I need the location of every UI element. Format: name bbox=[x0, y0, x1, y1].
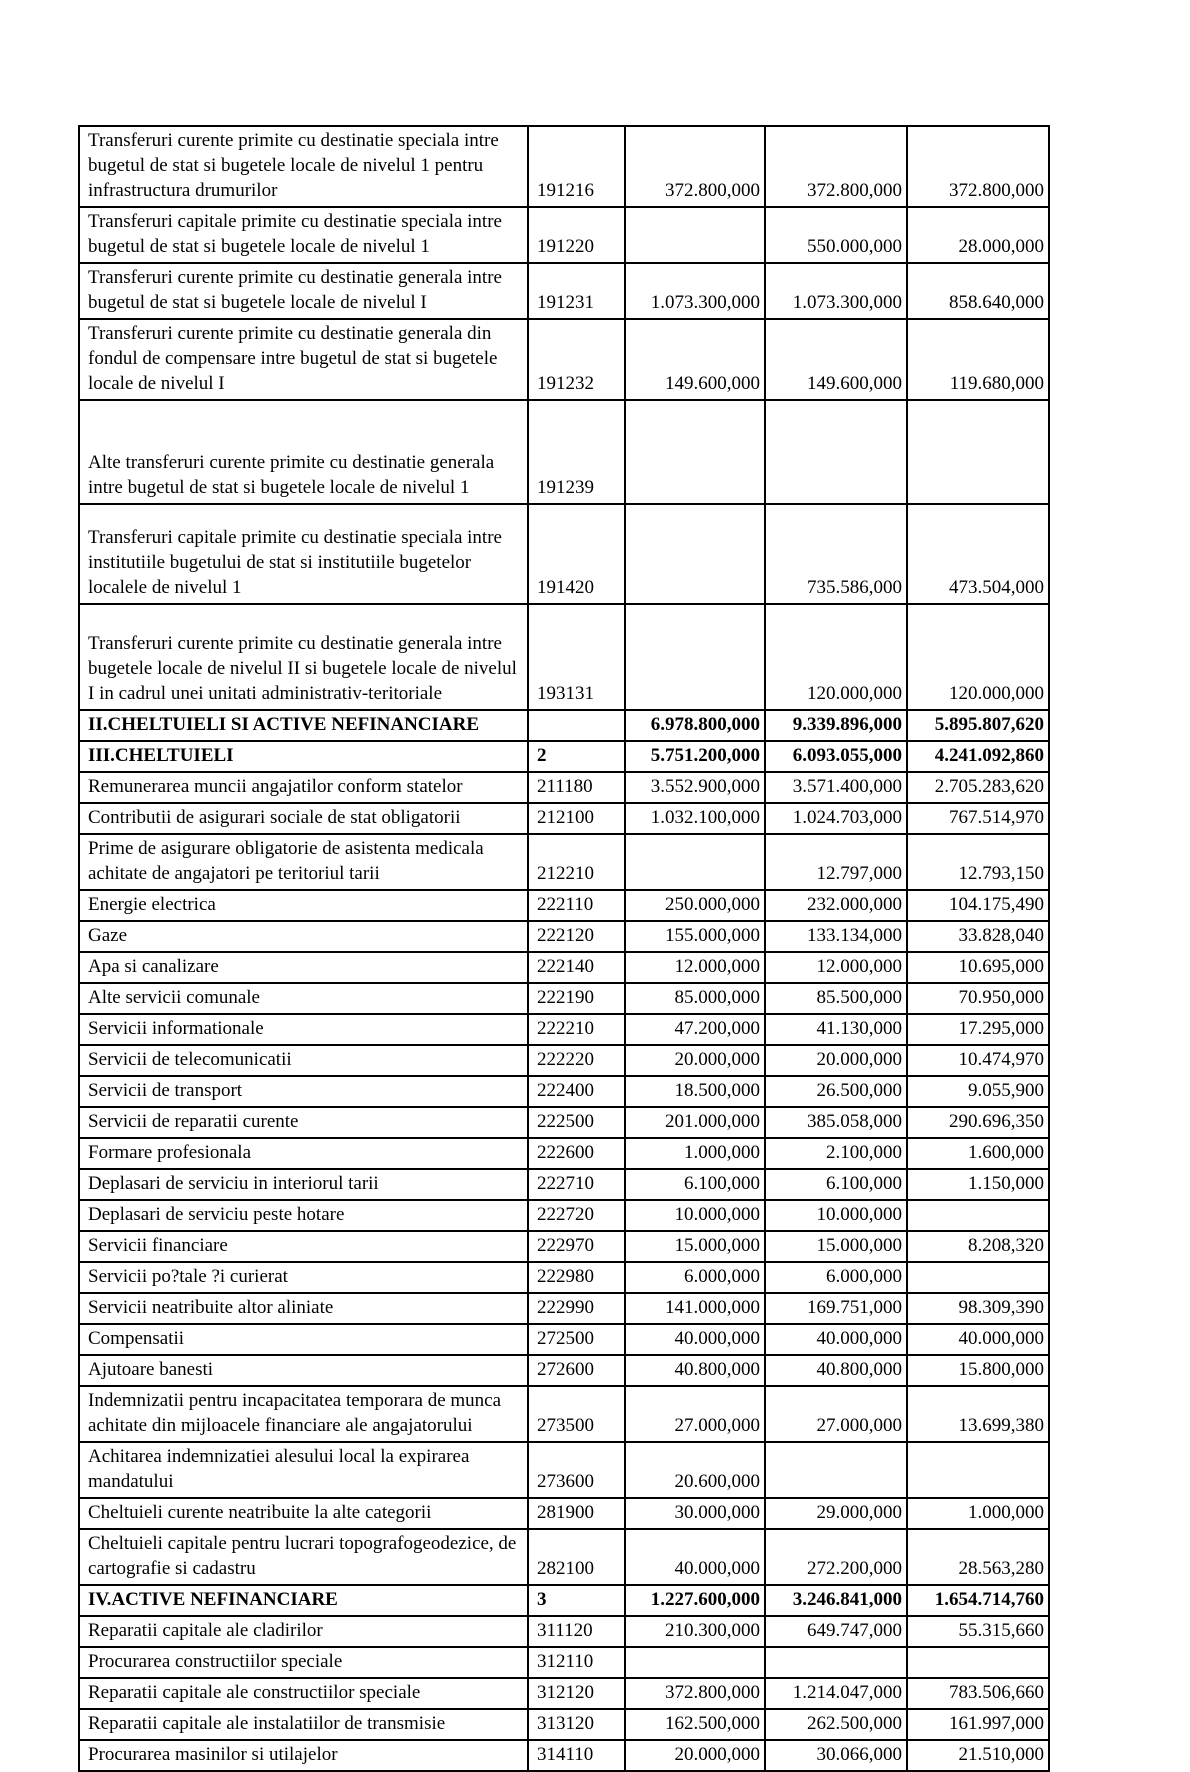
table-row bbox=[79, 319, 1049, 400]
cell-amount-3: 10.695,000 bbox=[907, 952, 1049, 983]
cell-description: Compensatii bbox=[79, 1324, 528, 1355]
cell-amount-3: 10.474,970 bbox=[907, 1045, 1049, 1076]
table-row bbox=[79, 772, 1049, 803]
cell-amount-2: 85.500,000 bbox=[765, 983, 907, 1014]
cell-amount-3: 40.000,000 bbox=[907, 1324, 1049, 1355]
cell-amount-2: 149.600,000 bbox=[765, 319, 907, 400]
cell-amount-2: 1.073.300,000 bbox=[765, 263, 907, 319]
cell-description: Alte transferuri curente primite cu destinatie generala intre bugetul de stat si bugetele locale de nivelul 1 bbox=[79, 400, 528, 504]
cell-description: Ajutoare banesti bbox=[79, 1355, 528, 1386]
cell-code: 312110 bbox=[528, 1647, 625, 1678]
cell-description: Servicii po?tale ?i curierat bbox=[79, 1262, 528, 1293]
table-row bbox=[79, 1076, 1049, 1107]
table-row bbox=[79, 1386, 1049, 1442]
table-row bbox=[79, 1138, 1049, 1169]
cell-amount-1: 40.000,000 bbox=[625, 1324, 765, 1355]
cell-amount-3 bbox=[907, 1262, 1049, 1293]
cell-code: 212100 bbox=[528, 803, 625, 834]
cell-amount-2: 6.093.055,000 bbox=[765, 741, 907, 772]
table-row bbox=[79, 1740, 1049, 1771]
cell-amount-1: 40.000,000 bbox=[625, 1529, 765, 1585]
table-row bbox=[79, 1014, 1049, 1045]
cell-code: 312120 bbox=[528, 1678, 625, 1709]
cell-amount-1: 162.500,000 bbox=[625, 1709, 765, 1740]
cell-description: IV.ACTIVE NEFINANCIARE bbox=[79, 1585, 528, 1616]
table-row bbox=[79, 1709, 1049, 1740]
cell-description: Transferuri curente primite cu destinatie generala intre bugetul de stat si bugetele locale de nivelul I bbox=[79, 263, 528, 319]
cell-description: Alte servicii comunale bbox=[79, 983, 528, 1014]
cell-amount-3: 783.506,660 bbox=[907, 1678, 1049, 1709]
cell-description: Prime de asigurare obligatorie de asistenta medicala achitate de angajatori pe teritoriul tarii bbox=[79, 834, 528, 890]
cell-amount-1: 210.300,000 bbox=[625, 1616, 765, 1647]
table-row bbox=[79, 1293, 1049, 1324]
cell-code: 222710 bbox=[528, 1169, 625, 1200]
cell-code: 272600 bbox=[528, 1355, 625, 1386]
cell-amount-1: 149.600,000 bbox=[625, 319, 765, 400]
cell-amount-1: 12.000,000 bbox=[625, 952, 765, 983]
cell-code bbox=[528, 710, 625, 741]
cell-amount-1: 141.000,000 bbox=[625, 1293, 765, 1324]
cell-amount-1 bbox=[625, 834, 765, 890]
cell-code: 3 bbox=[528, 1585, 625, 1616]
table-row bbox=[79, 126, 1049, 207]
table-row bbox=[79, 1107, 1049, 1138]
cell-code: 2 bbox=[528, 741, 625, 772]
cell-amount-3: 372.800,000 bbox=[907, 126, 1049, 207]
cell-amount-3 bbox=[907, 400, 1049, 504]
cell-code: 272500 bbox=[528, 1324, 625, 1355]
cell-amount-2: 120.000,000 bbox=[765, 604, 907, 710]
cell-amount-1: 30.000,000 bbox=[625, 1498, 765, 1529]
cell-code: 222210 bbox=[528, 1014, 625, 1045]
table-row bbox=[79, 504, 1049, 604]
cell-amount-3 bbox=[907, 1200, 1049, 1231]
cell-amount-3: 119.680,000 bbox=[907, 319, 1049, 400]
cell-description: III.CHELTUIELI bbox=[79, 741, 528, 772]
cell-code: 222980 bbox=[528, 1262, 625, 1293]
cell-description: Cheltuieli capitale pentru lucrari topografogeodezice, de cartografie si cadastru bbox=[79, 1529, 528, 1585]
cell-amount-3: 13.699,380 bbox=[907, 1386, 1049, 1442]
cell-code: 273500 bbox=[528, 1386, 625, 1442]
cell-code: 222500 bbox=[528, 1107, 625, 1138]
table-row bbox=[79, 1262, 1049, 1293]
cell-amount-2: 6.000,000 bbox=[765, 1262, 907, 1293]
cell-description: Transferuri curente primite cu destinatie generala intre bugetele locale de nivelul II si bugetele locale de nivelul I in cadrul unei unitati administrativ-teritoriale bbox=[79, 604, 528, 710]
cell-description: Contributii de asigurari sociale de stat obligatorii bbox=[79, 803, 528, 834]
cell-code: 282100 bbox=[528, 1529, 625, 1585]
table-row bbox=[79, 1647, 1049, 1678]
cell-description: Reparatii capitale ale instalatiilor de transmisie bbox=[79, 1709, 528, 1740]
cell-code: 313120 bbox=[528, 1709, 625, 1740]
cell-description: Reparatii capitale ale constructiilor speciale bbox=[79, 1678, 528, 1709]
table-row bbox=[79, 400, 1049, 504]
cell-description: Servicii financiare bbox=[79, 1231, 528, 1262]
cell-amount-1: 3.552.900,000 bbox=[625, 772, 765, 803]
cell-amount-3: 55.315,660 bbox=[907, 1616, 1049, 1647]
cell-code: 191232 bbox=[528, 319, 625, 400]
cell-amount-2: 649.747,000 bbox=[765, 1616, 907, 1647]
cell-amount-3: 1.600,000 bbox=[907, 1138, 1049, 1169]
table-row bbox=[79, 1231, 1049, 1262]
cell-code: 191220 bbox=[528, 207, 625, 263]
cell-amount-1: 20.600,000 bbox=[625, 1442, 765, 1498]
cell-amount-2 bbox=[765, 400, 907, 504]
cell-amount-3: 8.208,320 bbox=[907, 1231, 1049, 1262]
cell-amount-1 bbox=[625, 504, 765, 604]
cell-amount-1: 6.978.800,000 bbox=[625, 710, 765, 741]
table-row bbox=[79, 803, 1049, 834]
table-row bbox=[79, 1529, 1049, 1585]
cell-amount-1: 201.000,000 bbox=[625, 1107, 765, 1138]
cell-amount-1: 155.000,000 bbox=[625, 921, 765, 952]
cell-description: Gaze bbox=[79, 921, 528, 952]
cell-description: Apa si canalizare bbox=[79, 952, 528, 983]
cell-amount-2: 385.058,000 bbox=[765, 1107, 907, 1138]
cell-amount-3: 1.150,000 bbox=[907, 1169, 1049, 1200]
table-row bbox=[79, 1585, 1049, 1616]
table-row bbox=[79, 1355, 1049, 1386]
cell-amount-3: 98.309,390 bbox=[907, 1293, 1049, 1324]
cell-amount-1: 1.032.100,000 bbox=[625, 803, 765, 834]
table-row bbox=[79, 1045, 1049, 1076]
cell-description: Remunerarea muncii angajatilor conform statelor bbox=[79, 772, 528, 803]
table-row bbox=[79, 921, 1049, 952]
cell-amount-2: 550.000,000 bbox=[765, 207, 907, 263]
cell-amount-2: 40.000,000 bbox=[765, 1324, 907, 1355]
cell-amount-3: 12.793,150 bbox=[907, 834, 1049, 890]
cell-amount-1: 6.000,000 bbox=[625, 1262, 765, 1293]
cell-description: Transferuri capitale primite cu destinatie speciala intre institutiile bugetului de stat si institutiile bugetelor localele de nivelul 1 bbox=[79, 504, 528, 604]
cell-description: Procurarea constructiilor speciale bbox=[79, 1647, 528, 1678]
cell-description: II.CHELTUIELI SI ACTIVE NEFINANCIARE bbox=[79, 710, 528, 741]
cell-amount-2: 15.000,000 bbox=[765, 1231, 907, 1262]
cell-amount-3: 858.640,000 bbox=[907, 263, 1049, 319]
cell-amount-2: 40.800,000 bbox=[765, 1355, 907, 1386]
cell-amount-1: 47.200,000 bbox=[625, 1014, 765, 1045]
cell-description: Servicii de transport bbox=[79, 1076, 528, 1107]
cell-amount-3: 290.696,350 bbox=[907, 1107, 1049, 1138]
cell-code: 222600 bbox=[528, 1138, 625, 1169]
table-row bbox=[79, 1324, 1049, 1355]
cell-amount-1: 1.073.300,000 bbox=[625, 263, 765, 319]
cell-amount-1: 10.000,000 bbox=[625, 1200, 765, 1231]
cell-code: 222220 bbox=[528, 1045, 625, 1076]
cell-amount-2: 735.586,000 bbox=[765, 504, 907, 604]
cell-amount-2: 12.000,000 bbox=[765, 952, 907, 983]
cell-code: 222720 bbox=[528, 1200, 625, 1231]
cell-amount-3: 33.828,040 bbox=[907, 921, 1049, 952]
cell-amount-2: 30.066,000 bbox=[765, 1740, 907, 1771]
cell-amount-2: 3.246.841,000 bbox=[765, 1585, 907, 1616]
table-row bbox=[79, 890, 1049, 921]
cell-amount-3: 1.000,000 bbox=[907, 1498, 1049, 1529]
cell-amount-3: 4.241.092,860 bbox=[907, 741, 1049, 772]
cell-code: 191239 bbox=[528, 400, 625, 504]
cell-amount-3: 161.997,000 bbox=[907, 1709, 1049, 1740]
cell-amount-2 bbox=[765, 1442, 907, 1498]
cell-amount-2: 1.024.703,000 bbox=[765, 803, 907, 834]
cell-description: Servicii de telecomunicatii bbox=[79, 1045, 528, 1076]
cell-code: 211180 bbox=[528, 772, 625, 803]
table-row bbox=[79, 952, 1049, 983]
cell-description: Servicii de reparatii curente bbox=[79, 1107, 528, 1138]
cell-code: 281900 bbox=[528, 1498, 625, 1529]
table-row bbox=[79, 1616, 1049, 1647]
budget-table-body bbox=[79, 126, 1049, 1771]
cell-description: Servicii neatribuite altor aliniate bbox=[79, 1293, 528, 1324]
cell-description: Servicii informationale bbox=[79, 1014, 528, 1045]
cell-amount-1: 6.100,000 bbox=[625, 1169, 765, 1200]
cell-amount-3 bbox=[907, 1442, 1049, 1498]
cell-amount-2: 20.000,000 bbox=[765, 1045, 907, 1076]
cell-amount-3: 473.504,000 bbox=[907, 504, 1049, 604]
table-row bbox=[79, 710, 1049, 741]
cell-amount-3: 5.895.807,620 bbox=[907, 710, 1049, 741]
cell-amount-2: 169.751,000 bbox=[765, 1293, 907, 1324]
cell-amount-3: 120.000,000 bbox=[907, 604, 1049, 710]
cell-description: Achitarea indemnizatiei alesului local la expirarea mandatului bbox=[79, 1442, 528, 1498]
cell-amount-3: 70.950,000 bbox=[907, 983, 1049, 1014]
cell-code: 222190 bbox=[528, 983, 625, 1014]
table-row bbox=[79, 1678, 1049, 1709]
cell-code: 191216 bbox=[528, 126, 625, 207]
cell-amount-1 bbox=[625, 207, 765, 263]
cell-amount-3: 28.563,280 bbox=[907, 1529, 1049, 1585]
table-row bbox=[79, 1169, 1049, 1200]
cell-amount-2 bbox=[765, 1647, 907, 1678]
cell-amount-3: 2.705.283,620 bbox=[907, 772, 1049, 803]
cell-amount-1: 15.000,000 bbox=[625, 1231, 765, 1262]
cell-amount-1: 27.000,000 bbox=[625, 1386, 765, 1442]
cell-code: 222140 bbox=[528, 952, 625, 983]
cell-amount-1: 18.500,000 bbox=[625, 1076, 765, 1107]
cell-code: 222110 bbox=[528, 890, 625, 921]
cell-description: Transferuri curente primite cu destinatie speciala intre bugetul de stat si bugetele locale de nivelul 1 pentru infrastructura drumurilor bbox=[79, 126, 528, 207]
cell-amount-2: 10.000,000 bbox=[765, 1200, 907, 1231]
cell-description: Energie electrica bbox=[79, 890, 528, 921]
cell-code: 222970 bbox=[528, 1231, 625, 1262]
cell-code: 191420 bbox=[528, 504, 625, 604]
cell-description: Deplasari de serviciu in interiorul tarii bbox=[79, 1169, 528, 1200]
cell-description: Procurarea masinilor si utilajelor bbox=[79, 1740, 528, 1771]
cell-code: 314110 bbox=[528, 1740, 625, 1771]
table-row bbox=[79, 1498, 1049, 1529]
cell-code: 222400 bbox=[528, 1076, 625, 1107]
cell-amount-3: 1.654.714,760 bbox=[907, 1585, 1049, 1616]
cell-amount-1 bbox=[625, 400, 765, 504]
cell-description: Transferuri capitale primite cu destinatie speciala intre bugetul de stat si bugetele locale de nivelul 1 bbox=[79, 207, 528, 263]
cell-amount-2: 41.130,000 bbox=[765, 1014, 907, 1045]
cell-amount-2: 12.797,000 bbox=[765, 834, 907, 890]
cell-amount-1: 20.000,000 bbox=[625, 1045, 765, 1076]
cell-amount-3: 767.514,970 bbox=[907, 803, 1049, 834]
table-row bbox=[79, 1200, 1049, 1231]
cell-amount-3: 28.000,000 bbox=[907, 207, 1049, 263]
cell-description: Formare profesionala bbox=[79, 1138, 528, 1169]
cell-amount-1: 20.000,000 bbox=[625, 1740, 765, 1771]
cell-amount-2: 3.571.400,000 bbox=[765, 772, 907, 803]
cell-amount-2: 1.214.047,000 bbox=[765, 1678, 907, 1709]
cell-amount-3 bbox=[907, 1647, 1049, 1678]
cell-amount-3: 21.510,000 bbox=[907, 1740, 1049, 1771]
cell-amount-2: 6.100,000 bbox=[765, 1169, 907, 1200]
cell-description: Reparatii capitale ale cladirilor bbox=[79, 1616, 528, 1647]
cell-amount-1: 250.000,000 bbox=[625, 890, 765, 921]
cell-description: Cheltuieli curente neatribuite la alte categorii bbox=[79, 1498, 528, 1529]
cell-amount-1: 1.000,000 bbox=[625, 1138, 765, 1169]
cell-amount-2: 26.500,000 bbox=[765, 1076, 907, 1107]
cell-code: 191231 bbox=[528, 263, 625, 319]
cell-amount-3: 9.055,900 bbox=[907, 1076, 1049, 1107]
cell-description: Transferuri curente primite cu destinatie generala din fondul de compensare intre bugetul de stat si bugetele locale de nivelul I bbox=[79, 319, 528, 400]
cell-amount-2: 232.000,000 bbox=[765, 890, 907, 921]
table-row bbox=[79, 207, 1049, 263]
cell-description: Deplasari de serviciu peste hotare bbox=[79, 1200, 528, 1231]
cell-amount-1 bbox=[625, 604, 765, 710]
cell-description: Indemnizatii pentru incapacitatea temporara de munca achitate din mijloacele financiare ale angajatorului bbox=[79, 1386, 528, 1442]
cell-amount-2: 29.000,000 bbox=[765, 1498, 907, 1529]
cell-amount-2: 2.100,000 bbox=[765, 1138, 907, 1169]
budget-table bbox=[78, 125, 1050, 1772]
cell-amount-1: 85.000,000 bbox=[625, 983, 765, 1014]
table-row bbox=[79, 604, 1049, 710]
table-row bbox=[79, 741, 1049, 772]
table-row bbox=[79, 1442, 1049, 1498]
cell-amount-3: 15.800,000 bbox=[907, 1355, 1049, 1386]
cell-amount-3: 17.295,000 bbox=[907, 1014, 1049, 1045]
cell-amount-1 bbox=[625, 1647, 765, 1678]
cell-amount-1: 372.800,000 bbox=[625, 126, 765, 207]
cell-code: 273600 bbox=[528, 1442, 625, 1498]
cell-amount-2: 9.339.896,000 bbox=[765, 710, 907, 741]
cell-amount-1: 372.800,000 bbox=[625, 1678, 765, 1709]
cell-amount-1: 5.751.200,000 bbox=[625, 741, 765, 772]
cell-code: 212210 bbox=[528, 834, 625, 890]
cell-amount-1: 40.800,000 bbox=[625, 1355, 765, 1386]
cell-amount-2: 133.134,000 bbox=[765, 921, 907, 952]
cell-code: 193131 bbox=[528, 604, 625, 710]
table-row bbox=[79, 983, 1049, 1014]
cell-code: 222120 bbox=[528, 921, 625, 952]
cell-code: 311120 bbox=[528, 1616, 625, 1647]
cell-amount-1: 1.227.600,000 bbox=[625, 1585, 765, 1616]
cell-code: 222990 bbox=[528, 1293, 625, 1324]
cell-amount-2: 27.000,000 bbox=[765, 1386, 907, 1442]
cell-amount-2: 272.200,000 bbox=[765, 1529, 907, 1585]
table-row bbox=[79, 263, 1049, 319]
table-row bbox=[79, 834, 1049, 890]
cell-amount-2: 372.800,000 bbox=[765, 126, 907, 207]
cell-amount-3: 104.175,490 bbox=[907, 890, 1049, 921]
cell-amount-2: 262.500,000 bbox=[765, 1709, 907, 1740]
